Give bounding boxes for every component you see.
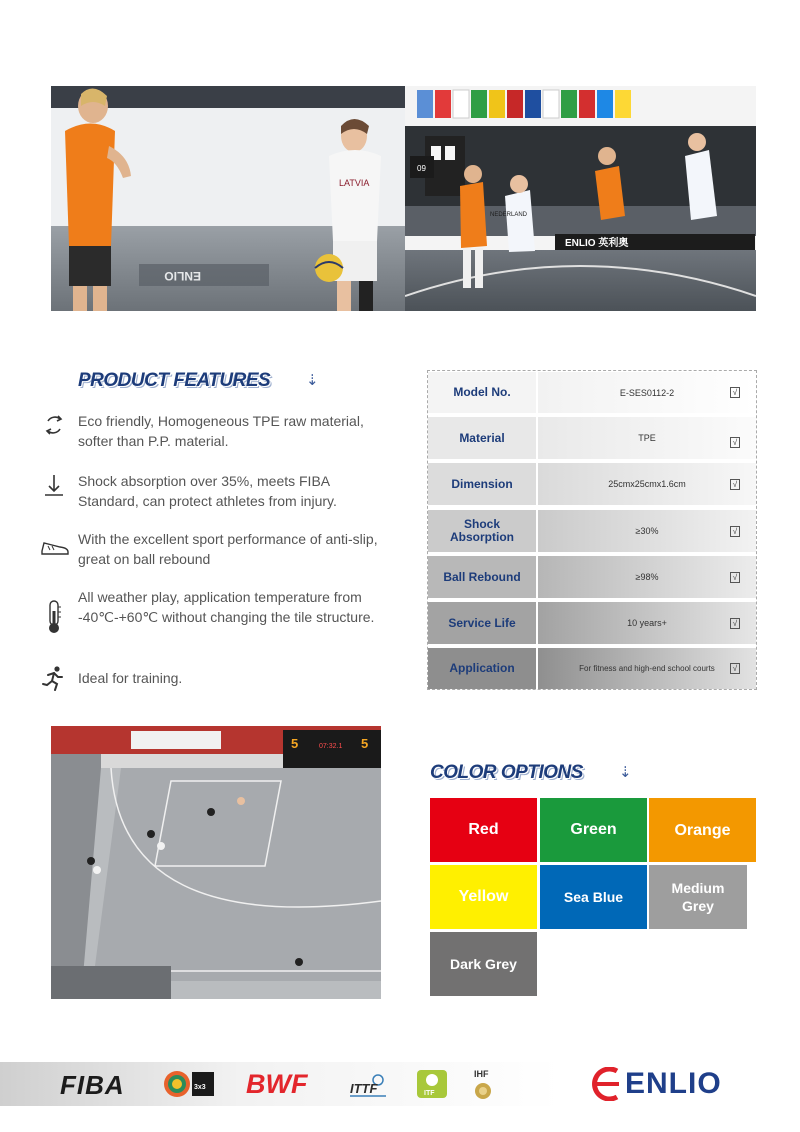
spec-value: 10 years+ bbox=[538, 602, 756, 644]
spec-row-application bbox=[428, 648, 756, 689]
feature-shock bbox=[40, 471, 390, 511]
jersey-text-latvia: LATVIA bbox=[339, 178, 370, 188]
feature-training bbox=[40, 668, 390, 692]
spec-label: Dimension bbox=[428, 463, 536, 505]
spec-value: 25cmx25cmx1.6cm bbox=[538, 463, 756, 505]
runner-icon bbox=[40, 665, 68, 693]
photo-scorebox: 09 bbox=[417, 164, 426, 173]
spec-value: ≥30% bbox=[538, 510, 756, 552]
brand-name: ENLIO bbox=[625, 1067, 722, 1100]
color-swatch-sea-blue: Sea Blue bbox=[539, 864, 648, 930]
spec-row-rebound bbox=[428, 556, 756, 598]
hero-photo-latvia bbox=[51, 86, 405, 311]
recycle-icon bbox=[40, 411, 68, 439]
color-swatch-medium-grey: Medium Grey bbox=[648, 864, 748, 930]
logo-fiba: FIBA bbox=[60, 1070, 125, 1100]
svg-text:3x3: 3x3 bbox=[194, 1084, 206, 1091]
check-box-icon: √ bbox=[730, 663, 740, 674]
chevron-down-icon: ⇣ bbox=[619, 764, 632, 781]
spec-label: Application bbox=[428, 648, 536, 689]
color-swatch-red: Red bbox=[429, 797, 538, 863]
feature-text: Shock absorption over 35%, meets FIBA Standard, can protect athletes from injury. bbox=[78, 473, 337, 509]
spec-row-service-life bbox=[428, 602, 756, 644]
check-box-icon: √ bbox=[730, 387, 740, 398]
svg-text:ITTF: ITTF bbox=[350, 1081, 378, 1096]
feature-text: All weather play, application temperature from -40℃-+60℃ without changing the tile structure. bbox=[78, 589, 375, 625]
hero-photo-match bbox=[405, 86, 756, 311]
color-swatch-dark-grey: Dark Grey bbox=[429, 931, 538, 997]
scoreboard-right: 5 bbox=[361, 736, 369, 751]
logo-ihf bbox=[472, 1066, 494, 1102]
chevron-down-icon: ⇣ bbox=[306, 372, 319, 389]
feature-text: Eco friendly, Homogeneous TPE raw material, softer than P.P. material. bbox=[78, 413, 364, 449]
banner-text: ENLIO 英利奥 bbox=[565, 238, 629, 249]
scoreboard-left: 5 bbox=[291, 736, 299, 751]
spec-label: Model No. bbox=[428, 372, 536, 413]
color-swatch-orange: Orange bbox=[648, 797, 757, 863]
svg-text:ITF: ITF bbox=[424, 1090, 435, 1097]
spec-label: Shock Absorption bbox=[428, 510, 536, 552]
footer-logo-bar bbox=[0, 1062, 800, 1106]
color-swatch-yellow: Yellow bbox=[429, 864, 538, 930]
floor-logo-text: ENLIO bbox=[164, 269, 201, 283]
spec-label: Service Life bbox=[428, 602, 536, 644]
spec-table bbox=[427, 370, 757, 690]
spec-value: TPE bbox=[538, 417, 756, 459]
spec-value: For fitness and high-end school courts bbox=[538, 648, 756, 689]
color-swatch-green: Green bbox=[539, 797, 648, 863]
check-box-icon: √ bbox=[730, 437, 740, 448]
spec-row-shock bbox=[428, 510, 756, 552]
spec-row-model bbox=[428, 372, 756, 413]
logo-ittf bbox=[348, 1071, 390, 1099]
check-box-icon: √ bbox=[730, 479, 740, 490]
thermometer-icon bbox=[44, 599, 72, 627]
feature-eco bbox=[40, 411, 390, 451]
spec-value: ≥98% bbox=[538, 556, 756, 598]
check-box-icon: √ bbox=[730, 572, 740, 583]
check-box-icon: √ bbox=[730, 526, 740, 537]
check-box-icon: √ bbox=[730, 618, 740, 629]
jersey-text-nederland: NEDERLAND bbox=[490, 212, 528, 218]
scoreboard-clock: 07:32.1 bbox=[319, 743, 343, 750]
svg-text:IHF: IHF bbox=[474, 1069, 489, 1079]
product-features-title: PRODUCT FEATURES bbox=[78, 370, 271, 391]
logo-fiba-3x3 bbox=[163, 1069, 215, 1099]
aerial-court-photo bbox=[51, 726, 381, 999]
logo-bwf: BWF bbox=[246, 1069, 308, 1099]
feature-text: With the excellent sport performance of anti-slip, great on ball rebound bbox=[78, 531, 378, 567]
feature-all-weather bbox=[40, 587, 390, 647]
spec-label: Material bbox=[428, 417, 536, 459]
shock-absorption-icon bbox=[40, 471, 68, 499]
feature-text: Ideal for training. bbox=[78, 670, 183, 686]
spec-label: Ball Rebound bbox=[428, 556, 536, 598]
logo-itf bbox=[415, 1068, 449, 1100]
spec-row-material bbox=[428, 417, 756, 459]
spec-row-dimension bbox=[428, 463, 756, 505]
color-options-title: COLOR OPTIONS bbox=[430, 762, 583, 783]
feature-anti-slip bbox=[40, 529, 390, 569]
sneaker-icon bbox=[40, 537, 68, 565]
spec-value: E-SES0112-2 bbox=[538, 372, 756, 413]
enlio-logo-icon bbox=[587, 1067, 623, 1101]
